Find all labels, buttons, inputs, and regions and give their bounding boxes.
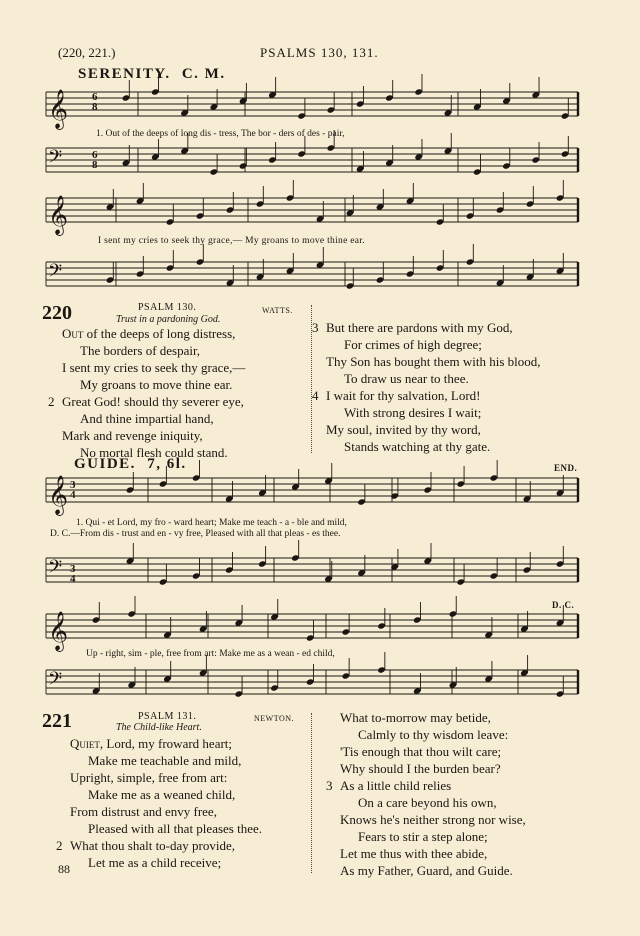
verse-line xyxy=(312,421,612,438)
verse-line xyxy=(48,376,310,393)
verse-line xyxy=(326,726,626,743)
verse-text: As a little child relies xyxy=(340,778,452,793)
hymn220-right-column xyxy=(312,319,612,455)
verse-text: of the deeps of long distress, xyxy=(83,326,236,341)
verse-text: And thine impartial hand, xyxy=(80,411,214,426)
verse-line xyxy=(56,752,310,769)
verse-text: Let me as a child receive; xyxy=(88,855,222,870)
verse-line xyxy=(312,319,612,336)
verse-text: To draw us near to thee. xyxy=(344,371,469,386)
psalm-subtitle: The Child-like Heart. xyxy=(116,722,202,733)
tune1-name: SERENITY. xyxy=(78,66,171,82)
verse-text: What to-morrow may betide, xyxy=(340,710,491,725)
verse-line xyxy=(326,828,626,845)
author: WATTS. xyxy=(262,306,293,315)
end-mark: END. xyxy=(554,463,578,473)
tune1-bass-time-signature: 6 8 xyxy=(92,149,98,171)
verse-text: Make me teachable and mild, xyxy=(88,753,242,768)
verse-line xyxy=(56,769,310,786)
verse-line xyxy=(56,786,310,803)
verse-text: , Lord, my froward heart; xyxy=(99,736,233,751)
tune2-time-signature: 3 4 xyxy=(70,479,76,501)
verse-text: For crimes of high degree; xyxy=(344,337,482,352)
running-title: PSALMS 130, 131. xyxy=(260,45,379,60)
verse-text: Mark and revenge iniquity, xyxy=(62,428,203,443)
verse-line xyxy=(48,427,310,444)
verse-text: Knows he's neither strong nor wise, xyxy=(340,812,526,827)
column-divider xyxy=(311,713,312,873)
verse-text: 'Tis enough that thou wilt care; xyxy=(340,744,502,759)
page-number: 88 xyxy=(58,862,70,876)
verse-text: No mortal flesh could stand. xyxy=(80,445,228,460)
verse-text: The borders of despair, xyxy=(80,343,201,358)
verse-text: Upright, simple, free from art: xyxy=(70,770,228,785)
verse-line xyxy=(312,387,612,404)
verse-line xyxy=(312,353,612,370)
tune2-bass-time-signature: 3 4 xyxy=(70,563,76,585)
verse-text: Great God! should thy severer eye, xyxy=(62,394,244,409)
verse-text: On a care beyond his own, xyxy=(358,795,497,810)
verse-text: With strong desires I wait; xyxy=(344,405,482,420)
verse-number: 3 xyxy=(312,320,319,335)
verse-first-word: Out xyxy=(62,326,84,341)
verse-text: Fears to stir a step alone; xyxy=(358,829,488,844)
hymn-number: 220 xyxy=(42,302,72,324)
verse-text: But there are pardons with my God, xyxy=(326,320,513,335)
psalm-subtitle: Trust in a pardoning God. xyxy=(116,314,221,325)
verse-number: 2 xyxy=(56,838,63,853)
verse-line xyxy=(48,325,310,342)
verse-line xyxy=(326,709,626,726)
verse-line xyxy=(48,359,310,376)
verse-line xyxy=(56,837,310,854)
verse-first-word: Quiet xyxy=(70,736,100,751)
verse-text: My groans to move thine ear. xyxy=(80,377,233,392)
verse-line xyxy=(312,370,612,387)
verse-line xyxy=(326,760,626,777)
treble-clef-icon: 𝄞 xyxy=(48,91,69,128)
verse-text: I sent my cries to seek thy grace,— xyxy=(62,360,246,375)
treble-clef-icon: 𝄞 xyxy=(48,477,69,514)
psalm-title: PSALM 130. xyxy=(138,302,197,313)
bass-clef-icon: 𝄢 xyxy=(48,260,63,285)
verse-line xyxy=(56,803,310,820)
bass-clef-icon: 𝄢 xyxy=(48,556,63,581)
verse-number: 3 xyxy=(326,778,333,793)
verse-text: What thou shalt to-day provide, xyxy=(70,838,235,853)
verse-line xyxy=(56,854,310,871)
hymn221-right-column xyxy=(326,709,626,879)
verse-line xyxy=(56,820,310,837)
tune1-lyrics-line1: 1. Out of the deeps of long dis - tress, The bor - ders of des - pair, xyxy=(96,129,345,139)
author: NEWTON. xyxy=(254,714,295,723)
verse-line xyxy=(312,404,612,421)
tune2-lyrics-line1-dc: D. C.—From dis - trust and en - vy free, Pleased with all that pleas - es thee. xyxy=(50,529,341,539)
treble-clef-icon: 𝄞 xyxy=(48,197,69,234)
tune1-lyrics-line2: I sent my cries to seek thy grace,— My groans to move thine ear. xyxy=(98,236,365,246)
verse-number: 4 xyxy=(312,388,319,403)
header-left: (220, 221.) xyxy=(58,45,116,60)
verse-text: Why should I the burden bear? xyxy=(340,761,501,776)
verse-text: I wait for thy salvation, Lord! xyxy=(326,388,481,403)
tune2-lyrics-line1: 1. Qui - et Lord, my fro - ward heart; Make me teach - a - ble and mild, xyxy=(76,518,347,528)
verse-line xyxy=(326,743,626,760)
verse-text: My soul, invited by thy word, xyxy=(326,422,481,437)
verse-line xyxy=(312,336,612,353)
tune2-lyrics-line2: Up - right, sim - ple, free from art: Make me as a wean - ed child, xyxy=(86,649,335,659)
verse-line xyxy=(48,342,310,359)
verse-text: Pleased with all that pleases thee. xyxy=(88,821,263,836)
verse-text: Thy Son has bought them with his blood, xyxy=(326,354,541,369)
psalm-title: PSALM 131. xyxy=(138,711,197,722)
verse-number: 2 xyxy=(48,394,55,409)
verse-text: Let me thus with thee abide, xyxy=(340,846,488,861)
hymn221-left-column xyxy=(56,735,310,871)
tune2-name: GUIDE. xyxy=(74,456,136,472)
verse-line xyxy=(326,777,626,794)
tune1-time-signature: 6 8 xyxy=(92,91,98,113)
dc-mark: D. C. xyxy=(552,600,575,610)
verse-line xyxy=(326,794,626,811)
tune2-title xyxy=(74,456,187,473)
bass-clef-icon: 𝄢 xyxy=(48,668,63,693)
verse-line xyxy=(326,845,626,862)
verse-line xyxy=(48,393,310,410)
verse-text: Make me as a weaned child, xyxy=(88,787,236,802)
bass-clef-icon: 𝄢 xyxy=(48,146,63,171)
verse-line xyxy=(56,735,310,752)
tune2-meter: 7, 6l. xyxy=(147,456,187,472)
verse-text: As my Father, Guard, and Guide. xyxy=(340,863,513,878)
verse-line xyxy=(326,862,626,879)
hymn220-left-column xyxy=(48,325,310,461)
verse-text: From distrust and envy free, xyxy=(70,804,217,819)
verse-text: Calmly to thy wisdom leave: xyxy=(358,727,509,742)
verse-line xyxy=(312,438,612,455)
tune1-meter: C. M. xyxy=(181,66,226,82)
verse-line xyxy=(48,410,310,427)
verse-text: Stands watching at thy gate. xyxy=(344,439,491,454)
verse-line xyxy=(326,811,626,828)
hymn-number: 221 xyxy=(42,710,72,732)
treble-clef-icon: 𝄞 xyxy=(48,613,69,650)
